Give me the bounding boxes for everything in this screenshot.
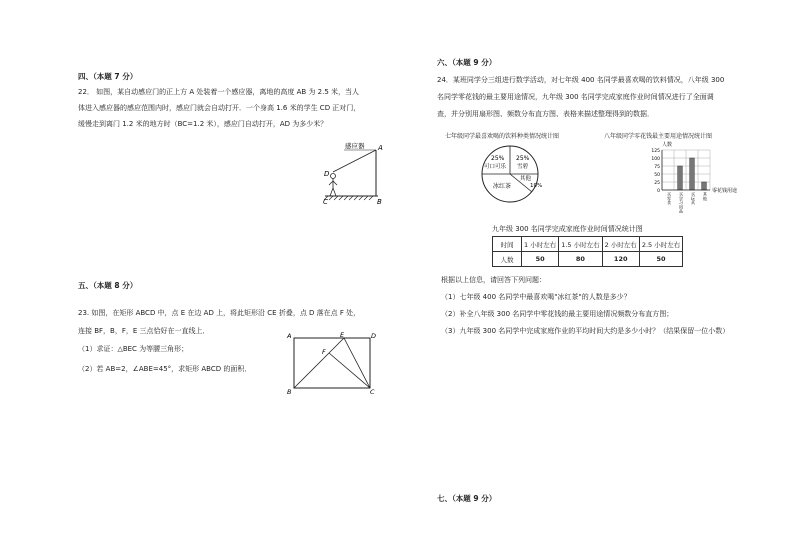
table-cell: 50: [639, 252, 682, 267]
table-cell: 80: [559, 252, 602, 267]
q23-line-2: 连接 BF，B，F，E 三点恰好在一直线上．: [78, 327, 210, 335]
table-header-row: [493, 237, 683, 252]
q23-line-4: （2）若 AB=2，∠ABE=45°，求矩形 ABCD 的面积．: [78, 365, 252, 373]
bar-y-tick-label: 50: [654, 172, 660, 178]
section-5-header: 五、（本题 8 分）: [78, 281, 138, 290]
table-title: 九年级 300 名同学完成家庭作业时间情况统计图: [492, 225, 643, 233]
table-header-cell: 时间: [493, 237, 522, 252]
table-header-cell: 1 小时左右: [522, 237, 559, 252]
label-D: D: [371, 332, 377, 340]
line-AD: [333, 150, 376, 172]
question-22: [78, 84, 360, 132]
question-24: [437, 72, 724, 123]
point-C-label: C: [323, 198, 328, 206]
rectangle-fold-figure: [286, 330, 380, 396]
pie-chart: [478, 142, 550, 206]
bar-chart: [640, 140, 760, 220]
sensor-label: 感应器: [345, 142, 365, 150]
bar-category-label: 买零食: [667, 192, 672, 205]
fold-line-CE: [344, 338, 370, 388]
q22-line-2: 体进入感应器的感应范围内时，感应门就会自动打开．一个身高 1.6 米的学生 CD 正对门，: [78, 104, 361, 112]
label-C: C: [370, 388, 375, 396]
q24-part-1: （1）七年级 400 名同学中最喜欢喝"冰红茶"的人数是多少？: [441, 293, 631, 301]
q24-part-2: （2）补全八年级 300 名同学中零花钱的最主要用途情况频数分布直方图；: [441, 310, 674, 318]
q24-line-3: 查，并分别用扇形图、频数分布直方图、表格来描述整理得到的数据．: [437, 110, 654, 118]
homework-time-table: [492, 236, 683, 267]
bar-chart-title: 八年级同学零花钱最主要用途情况统计图: [604, 133, 713, 140]
q23-line-3: （1）求证：△BEC 为等腰三角形；: [78, 345, 189, 353]
bar-chart-xlabel: 零花钱用途: [712, 188, 738, 194]
bar-y-ticks: [651, 148, 660, 194]
bar-category-label: 买玩具: [691, 192, 696, 205]
pie-chart-title: 七年级同学最喜欢喝的饮料种类情况统计图: [445, 133, 560, 140]
pie-label-cola-pct: 25%: [491, 155, 505, 162]
bar-y-tick-label: 25: [654, 180, 660, 186]
table-data-row: [493, 252, 683, 267]
table-cell: 120: [602, 252, 639, 267]
q24-part-3: （3）九年级 300 名同学中完成家庭作业的平均时间大约是多少小时？（结果保留一位小数）: [441, 327, 730, 335]
q24-line-2: 名同学零花钱的最主要用途情况，九年级 300 名同学完成家庭作业时间情况进行了全面调: [437, 93, 714, 101]
label-B: B: [287, 388, 292, 396]
bar-y-tick-label: 0: [657, 188, 660, 194]
pie-label-icetea: 冰红茶: [493, 183, 512, 190]
q24-intro: 根据以上信息，请回答下列问题：: [441, 276, 546, 284]
bar-category-label: 买学习用品: [679, 192, 684, 213]
bar-category-label: 其他: [703, 192, 708, 201]
label-A: A: [287, 332, 292, 340]
pie-label-sprite-pct: 25%: [516, 155, 530, 162]
point-B-label: B: [377, 198, 382, 206]
rectangle-ABCD: [294, 338, 370, 388]
label-F: F: [322, 348, 326, 356]
bar-y-tick-label: 100: [651, 156, 660, 162]
door-sensor-figure: [318, 142, 390, 206]
q22-line-1: 22． 如图，某自动感应门的正上方 A 处装着一个感应器，离地的高度 AB 为 2.5 米，当人: [78, 88, 359, 96]
table-header-cell: 1.5 小时左右: [559, 237, 602, 252]
table-header-cell: 2.5 小时左右: [639, 237, 682, 252]
line-BE: [294, 338, 344, 388]
line-CF: [329, 353, 370, 388]
bar-2: [678, 166, 683, 190]
q22-line-3: 缓慢走到离门 1.2 米的地方时（BC=1.2 米），感应门自动打开，AD 为多少米？: [78, 120, 328, 128]
section-4-header: 四、（本题 7 分）: [78, 72, 138, 81]
bar-3: [690, 158, 695, 190]
point-A-label: A: [378, 144, 383, 152]
bar-categories: [666, 191, 708, 215]
table-cell: 50: [522, 252, 559, 267]
pie-label-sprite: 雪碧: [517, 164, 529, 170]
bar-4: [702, 182, 707, 190]
q24-line-1: 24．某班同学分三组进行数学活动，对七年级 400 名同学最喜欢喝的饮料情况，八年级 300: [437, 76, 725, 84]
bar-chart-ylabel: 人数: [662, 142, 673, 148]
label-E: E: [340, 331, 345, 339]
pie-label-other-pct: 10%: [530, 183, 543, 189]
section-6-header: 六、（本题 9 分）: [437, 58, 497, 67]
pie-label-other: 其他: [520, 176, 532, 182]
table-row-label: 人数: [493, 252, 522, 267]
pie-label-cola: 可口可乐: [484, 164, 507, 170]
bar-y-tick-label: 125: [651, 148, 660, 154]
student-figure: [329, 174, 337, 197]
table-header-cell: 2 小时左右: [602, 237, 639, 252]
bar-y-tick-label: 75: [654, 164, 660, 170]
section-7-header: 七、（本题 9 分）: [437, 494, 497, 503]
point-D-label: D: [324, 170, 330, 178]
questions-24: [441, 272, 729, 340]
q23-line-1: 23. 如图，在矩形 ABCD 中，点 E 在边 AD 上，将此矩形沿 CE 折叠，点 D 落在点 F 处，: [78, 309, 361, 317]
